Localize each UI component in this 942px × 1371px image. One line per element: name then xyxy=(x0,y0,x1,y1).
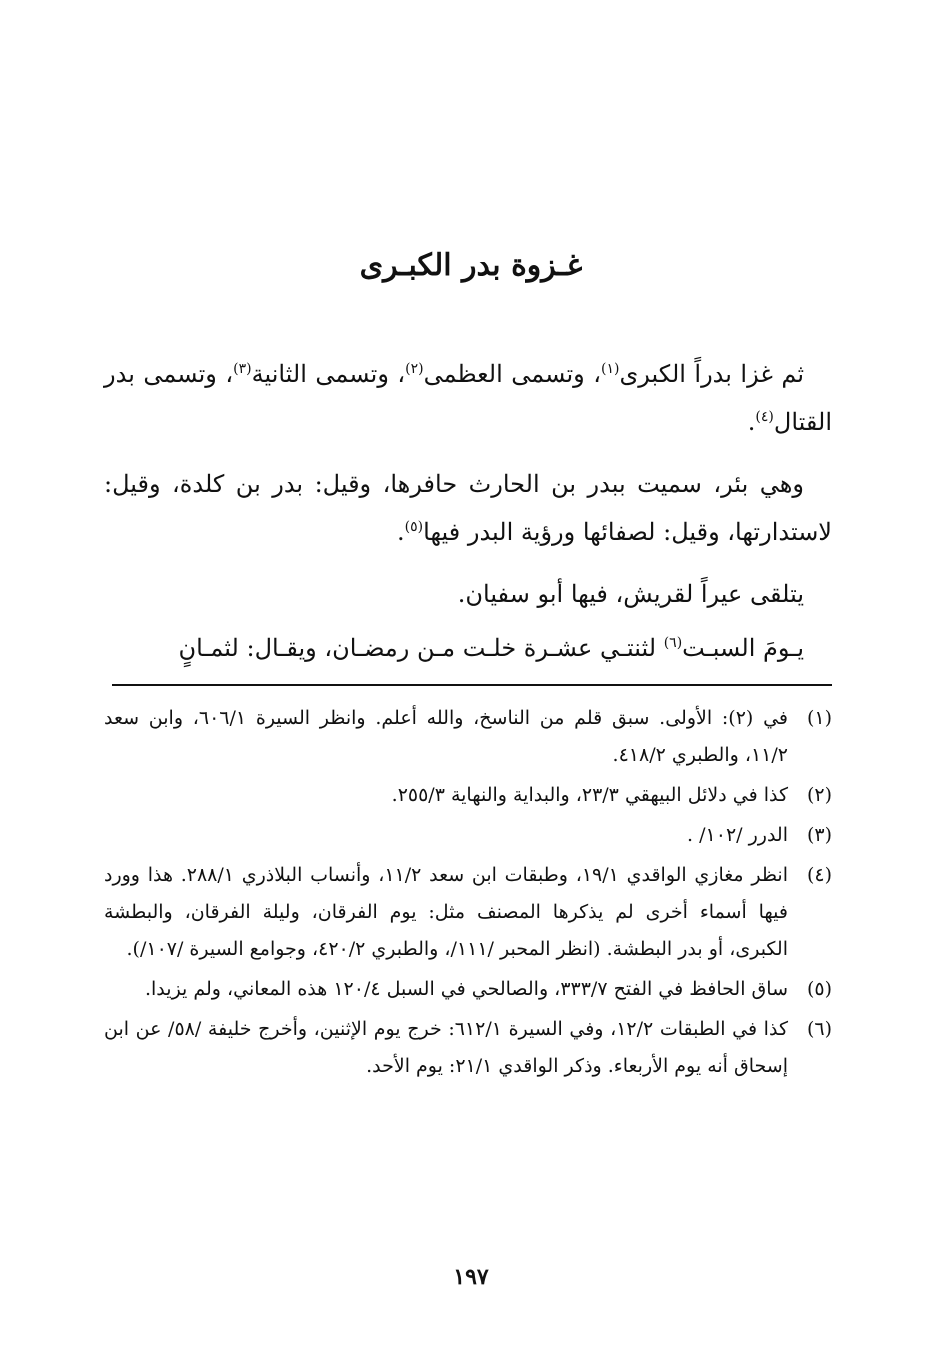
footnote-text: ساق الحافظ في الفتح ٣٣٣/٧، والصالحي في السبل ١٢٠/٤ هذه المعاني، ولم يزيدا. xyxy=(144,978,788,1000)
footnote-text: انظر مغازي الواقدي ١٩/١، وطبقات ابن سعد ١١/٢، وأنساب البلاذري ٢٨٨/١. هذا وورد فيها أسماء أخرى لم يذكرها المصنف مثل: يوم الفرقان، وليلة الفرقان، والبطشة الكبرى، أو بدر البطشة. (انظر المحبر /١١١/، والطبري ٤٢٠/٢، وجوامع السيرة /١٠٧/). xyxy=(104,864,788,960)
footnote-text: في (٢): الأولى. سبق قلم من الناسخ، والله أعلم. وانظر السيرة ٦٠٦/١، وابن سعد ١١/٢، والطبري ٤١٨/٢. xyxy=(104,707,788,766)
footnote-1 xyxy=(104,700,832,774)
footnote-text: كذا في دلائل البيهقي ٢٣/٣، والبداية والنهاية ٢٥٥/٣. xyxy=(391,784,788,806)
page-number: ١٩٧ xyxy=(453,1264,489,1290)
text-segment: . xyxy=(747,408,756,436)
footnote-text: الدرر /١٠٢/ . xyxy=(687,824,788,846)
footnote-5 xyxy=(104,971,832,1008)
text-segment: لثنتـي عشـرة خلـت مـن رمضـان، ويقـال: لثمـانٍ xyxy=(178,634,664,662)
footnote-ref: (١) xyxy=(600,361,620,377)
footnote-ref: (٣) xyxy=(233,361,252,377)
text-segment: ، وتسمى الثانية xyxy=(251,360,406,388)
footnotes xyxy=(104,700,832,1088)
main-text xyxy=(104,350,832,672)
text-segment: يتلقى عيراً لقريش، فيها أبو سفيان. xyxy=(457,580,804,608)
footnote-3 xyxy=(104,817,832,854)
chapter-title: غـزوة بدر الكبـرى xyxy=(359,248,583,283)
paragraph-date xyxy=(104,624,832,672)
paragraph-names xyxy=(104,350,832,446)
text-segment: ، وتسمى العظمى xyxy=(423,360,601,388)
footnote-2 xyxy=(104,777,832,814)
text-segment: وهي بئر، سميت ببدر بن الحارث حافرها، وقيل: بدر بن كلدة، وقيل: لاستدارتها، وقيل: لصفائها ورؤية البدر فيها xyxy=(104,470,832,546)
footnote-text: كذا في الطبقات ١٢/٢، وفي السيرة ٦١٢/١: خرج يوم الإثنين، وأخرج خليفة /٥٨/ عن ابن إسحاق أنه يوم الأربعاء. وذكر الواقدي ٢١/١: يوم الأحد. xyxy=(104,1018,788,1077)
paragraph-well xyxy=(104,460,832,556)
footnote-ref: (٤) xyxy=(755,409,774,425)
footnote-number: (٢) xyxy=(806,784,832,806)
text-segment: . xyxy=(397,518,405,546)
footnote-number: (٣) xyxy=(806,824,832,846)
paragraph-caravan xyxy=(104,570,832,618)
footnote-number: (١) xyxy=(806,707,832,729)
text-segment: ثم غزا بدراً الكبرى xyxy=(619,360,805,388)
footnote-ref: (٦) xyxy=(663,635,683,651)
footnote-number: (٥) xyxy=(806,978,832,1000)
footnote-ref: (٥) xyxy=(404,519,424,535)
footnote-number: (٤) xyxy=(806,864,832,886)
footnote-number: (٦) xyxy=(806,1018,832,1040)
footnote-6 xyxy=(104,1011,832,1085)
footnote-separator xyxy=(112,684,832,686)
footnote-ref: (٢) xyxy=(405,361,424,377)
text-segment: ، وتسمى بدر القتال xyxy=(104,360,832,436)
footnote-4 xyxy=(104,857,832,968)
text-segment: يـومَ السبـت xyxy=(682,634,804,662)
